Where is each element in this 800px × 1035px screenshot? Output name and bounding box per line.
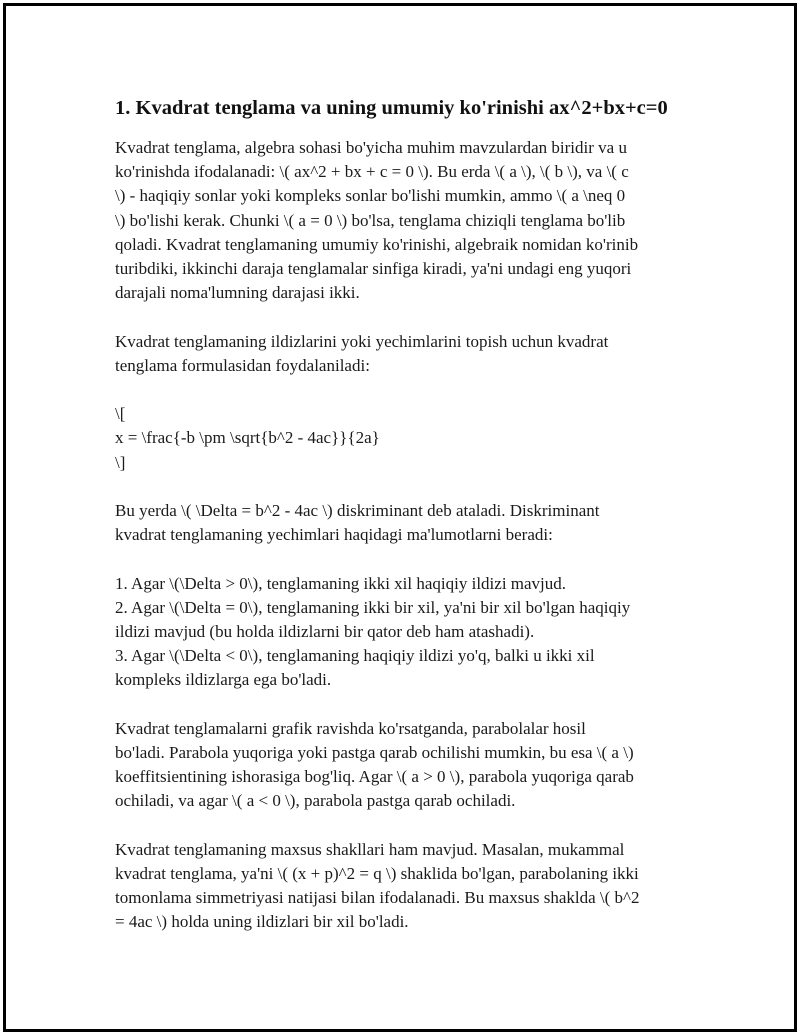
paragraph-container <box>115 136 695 935</box>
paragraph-gap <box>115 475 695 499</box>
text-line: ochiladi, va agar \( a < 0 \), parabola pastga qarab ochiladi. <box>115 791 516 811</box>
paragraph <box>115 499 695 547</box>
text-line: koeffitsientining ishorasiga bog'liq. Agar \( a > 0 \), parabola yuqoriga qarab <box>115 767 634 787</box>
document-body <box>115 96 695 935</box>
text-line: ildizi mavjud (bu holda ildizlarni bir qator deb ham atashadi). <box>115 622 535 641</box>
text-line: kvadrat tenglama, ya'ni \( (x + p)^2 = q \) shaklida bo'lgan, parabolaning ikki <box>115 864 639 883</box>
text-line: \) - haqiqiy sonlar yoki kompleks sonlar bo'lishi mumkin, ammo \( a \neq 0 <box>115 186 626 206</box>
text-line: Kvadrat tenglama, algebra sohasi bo'yicha muhim mavzulardan biridir va u <box>115 138 627 157</box>
paragraph-gap <box>115 305 695 329</box>
text-line: \] <box>115 452 126 472</box>
text-line: x = \frac{-b \pm \sqrt{b^2 - 4ac}}{2a} <box>115 428 380 448</box>
section-heading: 1. Kvadrat tenglama va uning umumiy ko'rinishi ax^2+bx+c=0 <box>115 97 668 119</box>
text-line: Kvadrat tenglamaning maxsus shakllari ham mavjud. Masalan, mukammal <box>115 839 625 859</box>
text-line: bo'ladi. Parabola yuqoriga yoki pastga qarab ochilishi mumkin, bu esa \( a \) <box>115 743 634 762</box>
text-line: = 4ac \) holda uning ildizlari bir xil bo'ladi. <box>115 912 409 932</box>
paragraph-gap <box>115 693 695 717</box>
paragraph <box>115 136 695 305</box>
paragraph <box>115 838 695 935</box>
text-line: \[ <box>115 404 126 424</box>
paragraph <box>115 572 695 693</box>
text-line: ko'rinishda ifodalanadi: \( ax^2 + bx + c = 0 \). Bu erda \( a \), \( b \), va \( c <box>115 162 629 182</box>
text-line: kvadrat tenglamaning yechimlari haqidagi ma'lumotlarni beradi: <box>115 525 553 545</box>
text-line: turibdiki, ikkinchi daraja tenglamalar sinfiga kiradi, ya'ni undagi eng yuqori <box>115 259 632 279</box>
text-line: tomonlama simmetriyasi natijasi bilan ifodalanadi. Bu maxsus shaklda \( b^2 <box>115 888 640 908</box>
text-line: kompleks ildizlarga ega bo'ladi. <box>115 670 332 690</box>
paragraph <box>115 717 695 814</box>
paragraph-gap <box>115 814 695 838</box>
paragraph <box>115 330 695 378</box>
text-line: tenglama formulasidan foydalaniladi: <box>115 355 370 375</box>
paragraph-gap <box>115 378 695 402</box>
paragraph <box>115 402 695 475</box>
text-line: darajali noma'lumning darajasi ikki. <box>115 283 360 303</box>
text-line: 2. Agar \(\Delta = 0\), tenglamaning ikki bir xil, ya'ni bir xil bo'lgan haqiqiy <box>115 597 631 617</box>
text-line: 3. Agar \(\Delta < 0\), tenglamaning haqiqiy ildizi yo'q, balki u ikki xil <box>115 646 595 666</box>
text-line: Bu yerda \( \Delta = b^2 - 4ac \) diskriminant deb ataladi. Diskriminant <box>115 501 600 520</box>
text-line: 1. Agar \(\Delta > 0\), tenglamaning ikki xil haqiqiy ildizi mavjud. <box>115 573 567 593</box>
text-line: Kvadrat tenglamaning ildizlarini yoki yechimlarini topish uchun kvadrat <box>115 331 609 351</box>
text-line: qoladi. Kvadrat tenglamaning umumiy ko'rinishi, algebraik nomidan ko'rinib <box>115 234 639 254</box>
text-line: Kvadrat tenglamalarni grafik ravishda ko'rsatganda, parabolalar hosil <box>115 718 586 738</box>
paragraph-gap <box>115 547 695 571</box>
text-line: \) bo'lishi kerak. Chunki \( a = 0 \) bo'lsa, tenglama chiziqli tenglama bo'lib <box>115 210 626 230</box>
